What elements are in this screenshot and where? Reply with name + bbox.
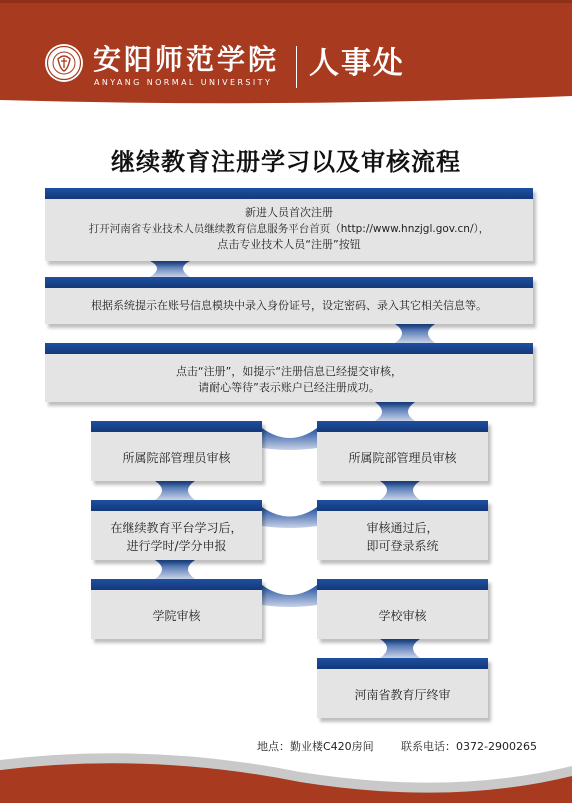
connector-left-review-study <box>155 481 195 500</box>
step-box-header-bar <box>45 343 533 354</box>
connector-1-2 <box>150 261 190 277</box>
department-name: 人事处 <box>309 46 405 81</box>
step-text: 所属院部管理员审核 <box>122 451 231 465</box>
connector-right-review-login <box>380 481 420 500</box>
step-box-header-bar <box>317 421 488 432</box>
step-box-login-system <box>317 500 488 560</box>
step-box-study-declare <box>91 500 262 560</box>
step-text: 在继续教育平台学习后， <box>110 521 243 535</box>
page-title: 继续教育注册学习以及审核流程 <box>111 147 461 176</box>
step-text: 打开河南省专业技术人员继续教育信息服务平台首页（http://www.hnzjgl.gov.cn/）， <box>88 223 490 235</box>
step-text: 根据系统提示在账号信息模块中录入身份证号，设定密码、录入其它相关信息等。 <box>91 299 487 312</box>
step-text: 进行学时/学分申报 <box>126 539 227 553</box>
step-box-college-review <box>91 579 262 639</box>
connector-study-login <box>262 507 317 528</box>
step-text: 学校审核 <box>378 609 427 623</box>
connector-study-college <box>155 560 195 579</box>
step-box-left-dept-review <box>91 421 262 481</box>
connector-2-3 <box>395 324 435 343</box>
step-text: 请耐心等待”表示账户已经注册成功。 <box>198 381 380 394</box>
step-text: 河南省教育厅终审 <box>354 688 451 702</box>
step-box-right-dept-review <box>317 421 488 481</box>
footer-address: 地点：勤业楼C420房间 <box>257 740 374 753</box>
connector-left-right-review <box>262 428 317 450</box>
step-text: 审核通过后， <box>366 521 439 535</box>
step-box-province-final-review <box>317 658 488 718</box>
step-box-header-bar <box>317 500 488 511</box>
footer-phone: 联系电话：0372-2900265 <box>401 740 537 753</box>
step-box-submit-register <box>45 343 533 402</box>
step-text: 点击专业技术人员“注册”按钮 <box>217 238 361 251</box>
step-box-header-bar <box>91 579 262 590</box>
step-box-header-bar <box>45 277 533 288</box>
connector-college-school <box>262 585 317 607</box>
step-text: 点击“注册”，如提示“注册信息已经提交审核， <box>175 365 403 378</box>
footer-wave <box>0 720 572 803</box>
step-text: 所属院部管理员审核 <box>348 451 457 465</box>
step-text: 即可登录系统 <box>366 539 439 553</box>
step-box-header-bar <box>317 658 488 669</box>
step-box-header-bar <box>317 579 488 590</box>
connector-school-province <box>380 639 420 658</box>
school-name-cn: 安阳师范学院 <box>93 43 280 76</box>
step-box-header-bar <box>91 500 262 511</box>
step-box-enter-info <box>45 277 533 324</box>
school-name-en: ANYANG NORMAL UNIVERSITY <box>94 78 273 87</box>
step-box-header-bar <box>91 421 262 432</box>
step-text: 新进人员首次注册 <box>245 206 333 219</box>
step-text: 学院审核 <box>152 609 201 623</box>
connector-3-right <box>375 402 415 421</box>
step-box-school-review <box>317 579 488 639</box>
step-box-header-bar <box>45 188 533 199</box>
step-box-first-register <box>45 188 533 261</box>
